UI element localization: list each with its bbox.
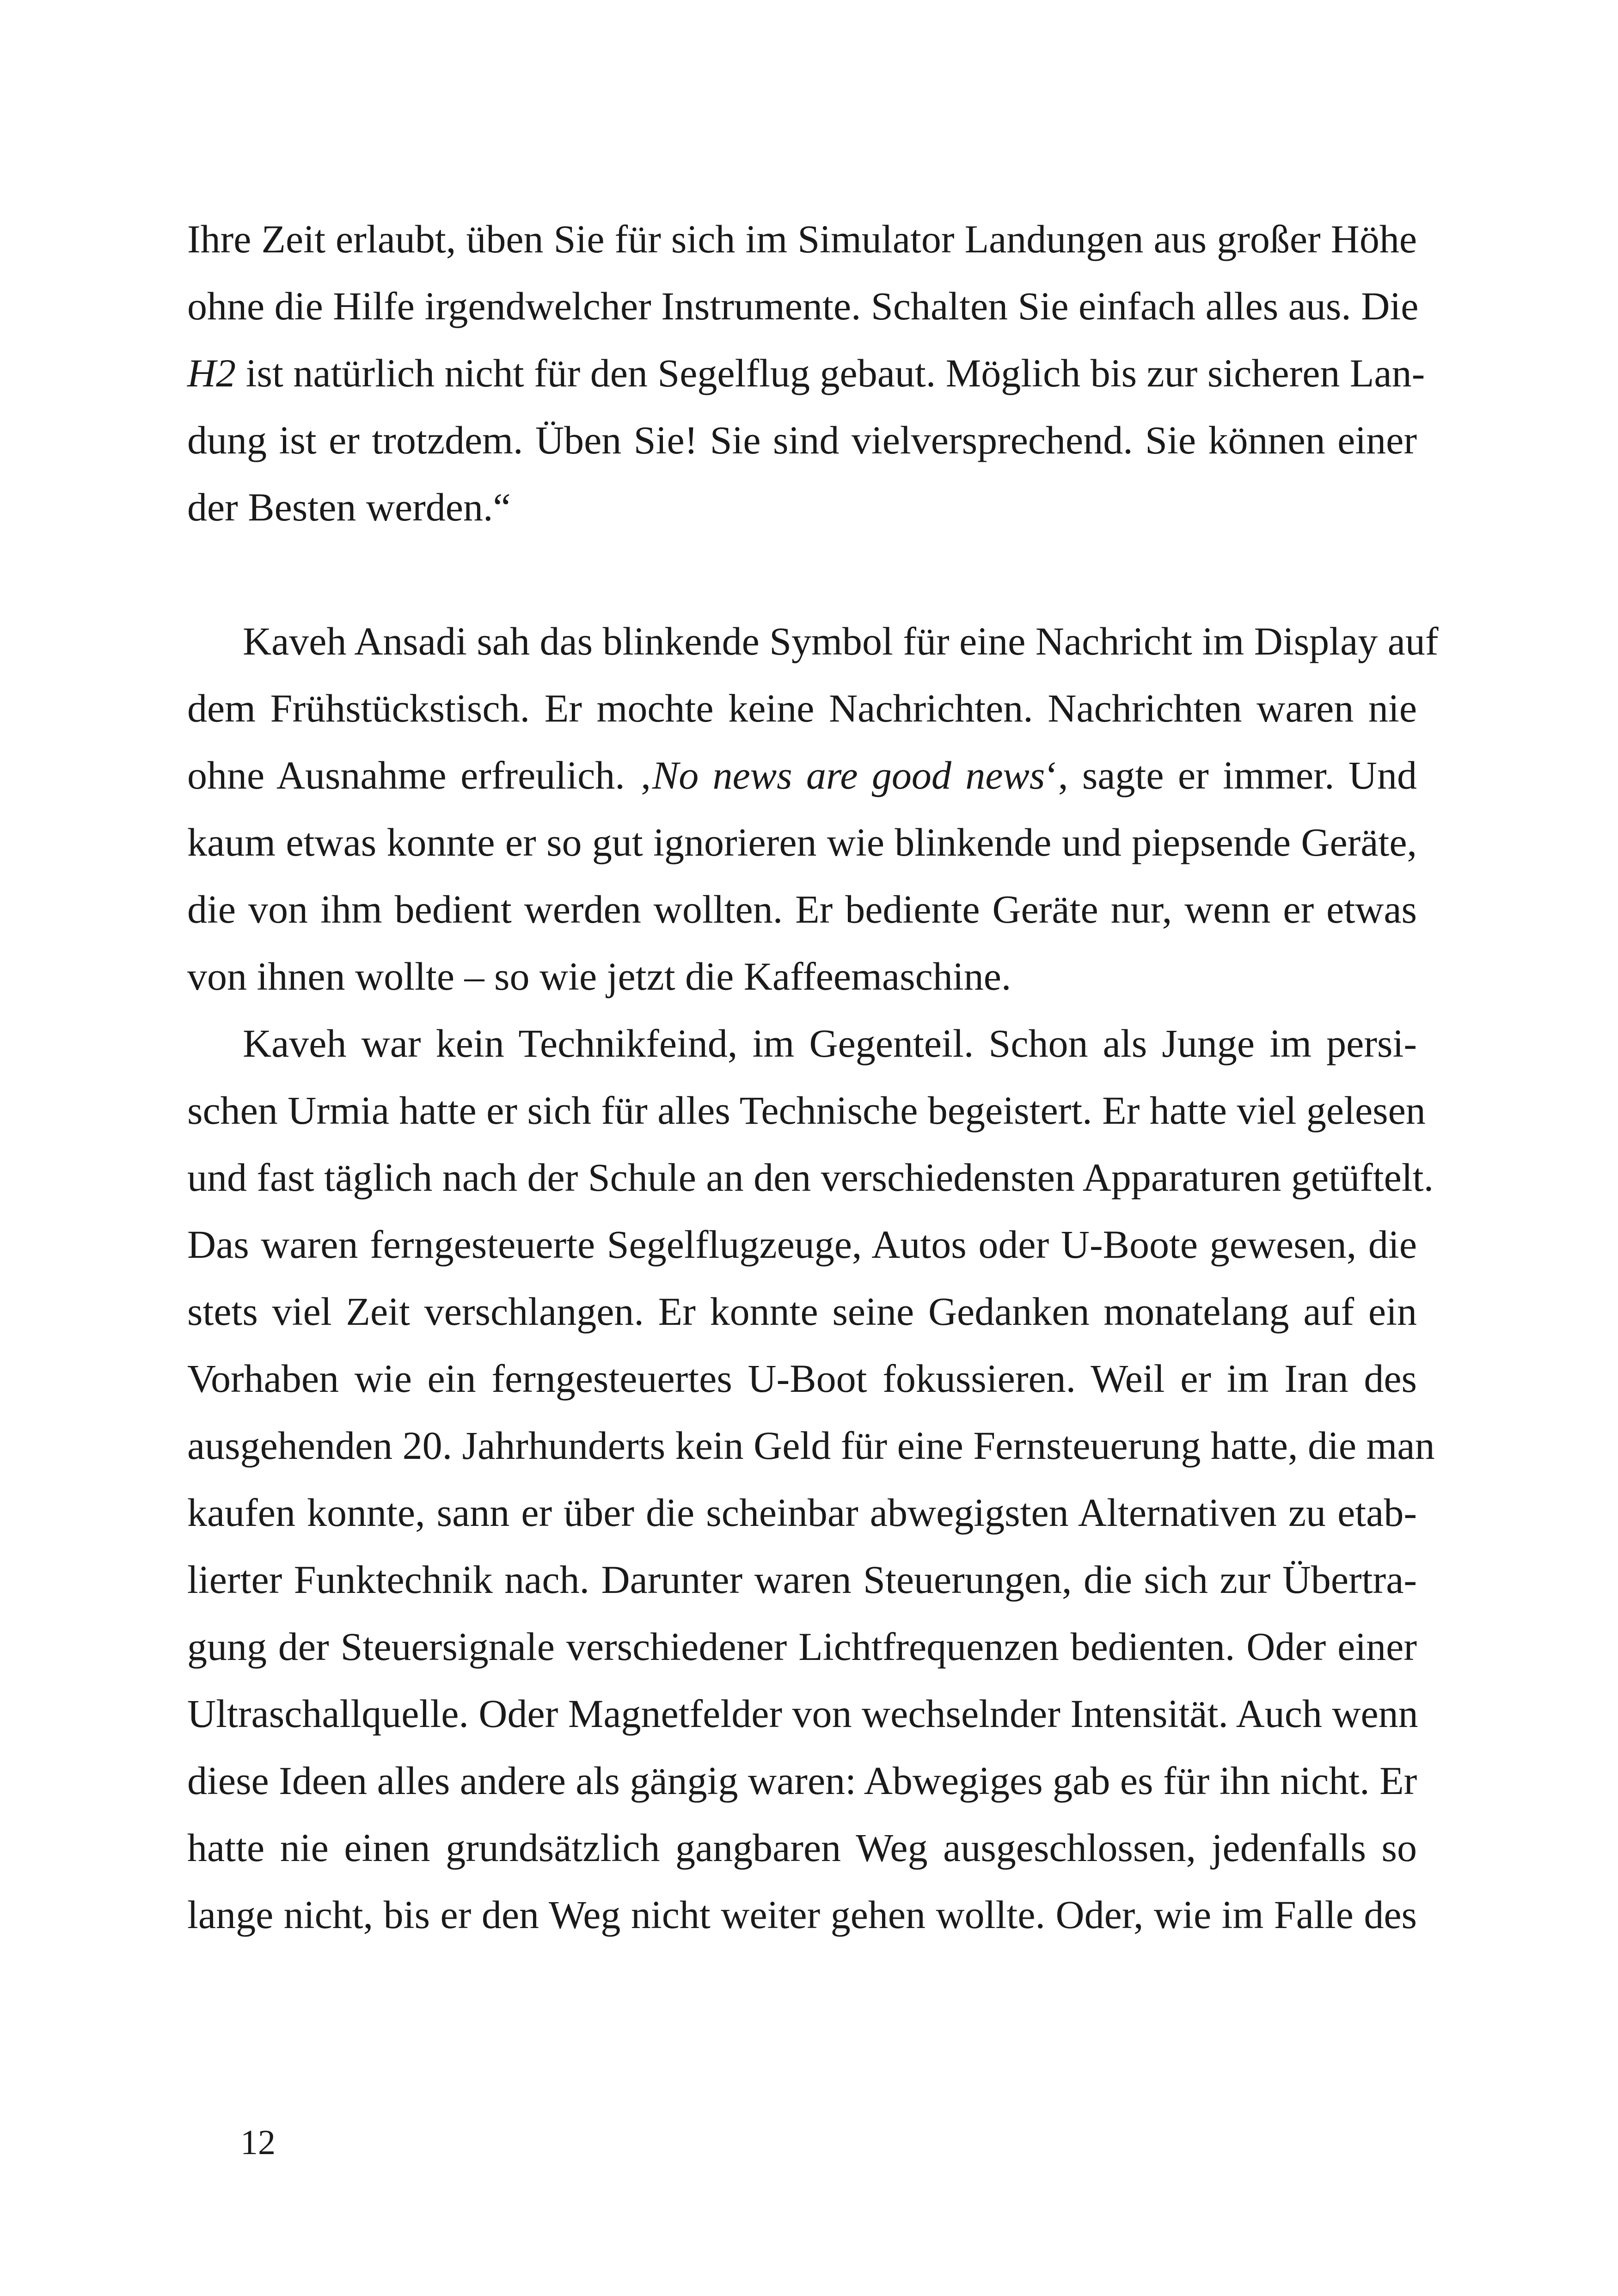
text-line: lierter Funktechnik nach. Darunter waren Steuerungen, die sich zur Übertra-	[187, 1557, 1417, 1602]
text-line: kaufen konnte, sann er über die scheinbar abwegigsten Alternativen zu etab-	[187, 1490, 1417, 1535]
text-line: ohne die Hilfe irgendwelcher Instrumente. Schalten Sie einfach alles aus. Die	[187, 284, 1419, 328]
quote-italic: No news are good news	[652, 753, 1045, 797]
paragraph-1	[187, 206, 1425, 541]
text-line: dung ist er trotzdem. Üben Sie! Sie sind vielversprechend. Sie können einer	[187, 418, 1417, 462]
text-line: dem Frühstückstisch. Er mochte keine Nachrichten. Nachrichten waren nie	[187, 686, 1417, 730]
text-line: der Besten werden.“	[187, 485, 511, 529]
page-number: 12	[240, 2123, 276, 2162]
aircraft-name-italic: H2	[187, 351, 236, 395]
body-text	[187, 206, 1439, 1948]
text-line: Kaveh war kein Technikfeind, im Gegenteil. Schon als Junge im persi-	[243, 1021, 1417, 1065]
text-line: Kaveh Ansadi sah das blinkende Symbol für eine Nachricht im Display auf	[243, 619, 1439, 663]
text-line: Ihre Zeit erlaubt, üben Sie für sich im Simulator Landungen aus großer Höhe	[187, 217, 1417, 261]
text-line: hatte nie einen grundsätzlich gangbaren Weg ausgeschlossen, jedenfalls so	[187, 1825, 1417, 1870]
text-line-before: ohne Ausnahme erfreulich. ‚	[187, 753, 652, 797]
text-line: von ihnen wollte – so wie jetzt die Kaffeemaschine.	[187, 954, 1011, 998]
text-line-rest: ‘, sagte er immer. Und	[1045, 753, 1417, 797]
text-line: stets viel Zeit verschlangen. Er konnte seine Gedanken monatelang auf ein	[187, 1289, 1417, 1334]
text-line: diese Ideen alles andere als gängig waren: Abwegiges gab es für ihn nicht. Er	[187, 1758, 1417, 1803]
text-line-rest: ist natürlich nicht für den Segelflug gebaut. Möglich bis zur sicheren Lan-	[236, 351, 1425, 395]
text-line: und fast täglich nach der Schule an den verschiedensten Apparaturen getüftelt.	[187, 1155, 1434, 1200]
paragraph-3	[187, 1010, 1435, 1948]
text-line: Vorhaben wie ein ferngesteuertes U-Boot fokussieren. Weil er im Iran des	[187, 1356, 1417, 1401]
text-line	[187, 742, 1417, 809]
text-line: schen Urmia hatte er sich für alles Technische begeistert. Er hatte viel gelesen	[187, 1088, 1426, 1133]
text-line: Ultraschallquelle. Oder Magnetfelder von wechselnder Intensität. Auch wenn	[187, 1691, 1418, 1736]
text-line: Das waren ferngesteuerte Segelflugzeuge, Autos oder U-Boote gewesen, die	[187, 1222, 1417, 1267]
text-line	[187, 340, 1425, 407]
text-line: ausgehenden 20. Jahrhunderts kein Geld für eine Fernsteuerung hatte, die man	[187, 1423, 1435, 1468]
text-line: kaum etwas konnte er so gut ignorieren wie blinkende und piepsende Geräte,	[187, 820, 1417, 864]
paragraph-2	[187, 608, 1439, 1010]
text-line: lange nicht, bis er den Weg nicht weiter gehen wollte. Oder, wie im Falle des	[187, 1892, 1417, 1937]
text-line: gung der Steuersignale verschiedener Lichtfrequenzen bedienten. Oder einer	[187, 1624, 1417, 1669]
text-line: die von ihm bedient werden wollten. Er bediente Geräte nur, wenn er etwas	[187, 887, 1417, 931]
